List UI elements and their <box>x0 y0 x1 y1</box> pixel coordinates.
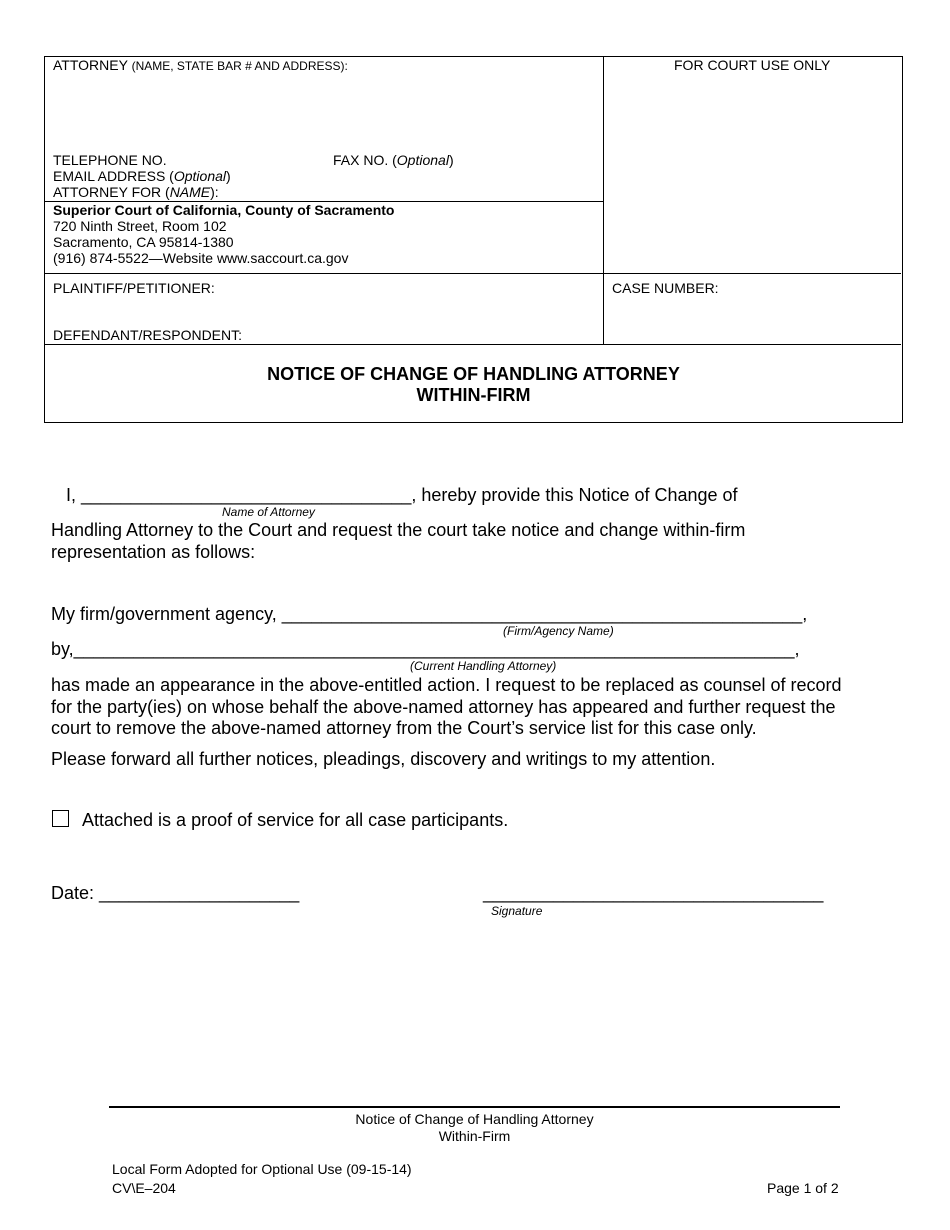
body-para-line-2: for the party(ies) on whose behalf the above-named attorney has appeared and further request the <box>51 697 836 717</box>
signature-caption: Signature <box>491 904 543 918</box>
form-number: CV\E–204 <box>112 1180 176 1196</box>
plaintiff-label: PLAINTIFF/PETITIONER: <box>53 280 215 296</box>
name-of-attorney-caption: Name of Attorney <box>222 505 315 519</box>
current-attorney-caption: (Current Handling Attorney) <box>410 659 557 673</box>
body-para-line-1: has made an appearance in the above-entitled action. I request to be replaced as counsel of record <box>51 675 842 695</box>
court-street: 720 Ninth Street, Room 102 <box>53 218 227 234</box>
court-name: Superior Court of California, County of Sacramento <box>53 202 395 218</box>
date-field[interactable]: Date: ____________________ <box>51 883 300 903</box>
current-attorney-line[interactable]: by,________________________________________________________________________, <box>51 639 800 659</box>
page-number: Page 1 of 2 <box>767 1180 839 1196</box>
email-label: EMAIL ADDRESS (Optional) <box>53 168 231 184</box>
footer-title-1: Notice of Change of Handling Attorney <box>355 1111 594 1127</box>
parties-divider <box>44 273 901 274</box>
telephone-label: TELEPHONE NO. <box>53 152 167 168</box>
title-divider <box>44 344 901 345</box>
court-phone: (916) 874-5522—Website www.saccourt.ca.gov <box>53 250 349 266</box>
adopted-date: Local Form Adopted for Optional Use (09-15-14) <box>112 1161 412 1177</box>
firm-agency-caption: (Firm/Agency Name) <box>503 624 614 638</box>
form-title-line2: WITHIN-FIRM <box>416 385 531 405</box>
firm-agency-line[interactable]: My firm/government agency, ____________________________________________________, <box>51 604 808 624</box>
attorney-label: ATTORNEY (NAME, STATE BAR # AND ADDRESS): <box>53 57 348 73</box>
defendant-label: DEFENDANT/RESPONDENT: <box>53 327 243 343</box>
caption-divider-vertical <box>603 56 604 345</box>
court-city: Sacramento, CA 95814-1380 <box>53 234 234 250</box>
body-line-2: Handling Attorney to the Court and request the court take notice and change within-firm <box>51 520 746 540</box>
form-title-line1: NOTICE OF CHANGE OF HANDLING ATTORNEY <box>267 364 680 384</box>
footer-title-2: Within-Firm <box>438 1128 511 1144</box>
proof-of-service-checkbox[interactable] <box>52 810 69 827</box>
body-line-3: representation as follows: <box>51 542 256 562</box>
fax-label: FAX NO. (Optional) <box>333 152 454 168</box>
footer-rule <box>109 1106 840 1108</box>
case-number-label: CASE NUMBER: <box>612 280 719 296</box>
proof-of-service-label: Attached is a proof of service for all case participants. <box>82 810 509 830</box>
court-use-label: FOR COURT USE ONLY <box>674 57 831 73</box>
attorney-for-label: ATTORNEY FOR (NAME): <box>53 184 219 200</box>
forward-notices-text: Please forward all further notices, pleadings, discovery and writings to my attention. <box>51 749 716 769</box>
body-para-line-3: court to remove the above-named attorney from the Court’s service list for this case only. <box>51 718 757 738</box>
attorney-name-line[interactable]: I, _________________________________, hereby provide this Notice of Change of <box>66 485 738 505</box>
signature-field[interactable]: __________________________________ <box>483 883 824 903</box>
